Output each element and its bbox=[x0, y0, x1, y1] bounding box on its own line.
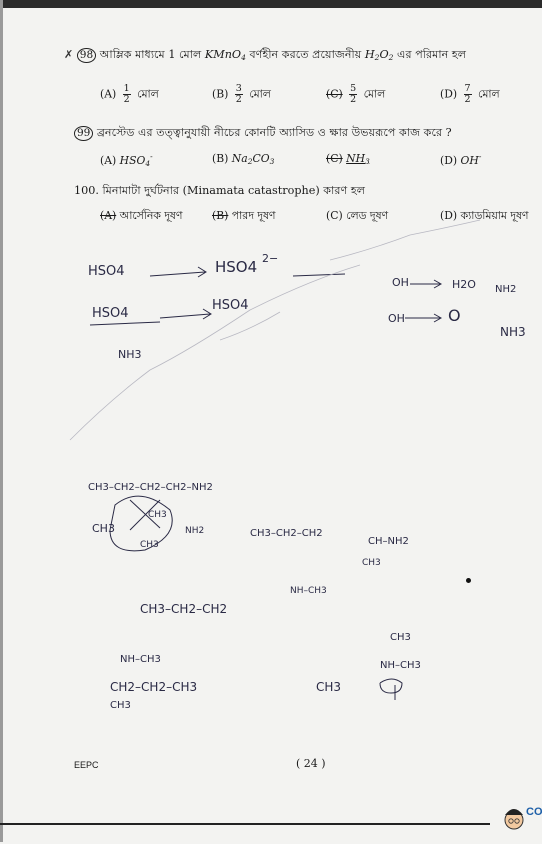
hand-nh-ch3-b: NH–CH3 bbox=[120, 654, 161, 665]
option-99-a[interactable]: (A) $HSO_4^-$ bbox=[100, 152, 153, 168]
hand-h2o: H2O bbox=[452, 278, 476, 291]
hand-ch3-top: CH3 bbox=[390, 632, 411, 643]
option-98-d[interactable]: (D) $\frac{7}{2}$ মোল bbox=[440, 83, 500, 105]
page-number: ( 24 ) bbox=[296, 757, 326, 770]
hand-chain-4-b: CH3 bbox=[110, 700, 131, 711]
hand-chain-4: CH2–CH2–CH3 bbox=[110, 680, 198, 694]
hand-chain-1: CH3–CH2–CH2–CH2–NH2 bbox=[88, 482, 213, 493]
hand-chain-2: CH3–CH2–CH2 bbox=[250, 528, 323, 539]
question-stem: মিনামাটা দুর্ঘটনার (Minamata catastrophe) কারণ হল bbox=[102, 184, 366, 197]
hand-nh3: NH3 bbox=[118, 348, 142, 361]
hand-oh-1: OH bbox=[392, 276, 409, 289]
option-100-a[interactable]: (A) আর্সেনিক দূষণ bbox=[100, 209, 183, 222]
question-number: 98 bbox=[77, 48, 96, 63]
hand-nh2: NH2 bbox=[495, 284, 517, 295]
hand-chain-3: CH3–CH2–CH2 bbox=[140, 602, 228, 616]
option-99-b[interactable]: (B) $Na_2CO_3$ bbox=[212, 152, 275, 166]
question-number: 100. bbox=[74, 184, 99, 197]
hand-o: O bbox=[448, 306, 461, 325]
hand-ch3-left: CH3 bbox=[92, 522, 115, 535]
question-stem: ব্রনস্টেড এর তত্ত্বানুযায়ী নীচের কোনটি অ্যাসিড ও ক্ষার উভয়রূপে কাজ করে ? bbox=[96, 126, 452, 139]
hand-ch3-ring: CH3 bbox=[148, 510, 167, 520]
tick-mark-icon: ✗ bbox=[64, 48, 74, 61]
hand-nh2-mid: NH2 bbox=[185, 526, 205, 536]
option-98-c[interactable]: (C) $\frac{5}{2}$ মোল bbox=[326, 83, 386, 105]
hand-ch3-end: CH3 bbox=[316, 680, 342, 694]
hand-ch-nh2: CH–NH2 bbox=[368, 536, 409, 547]
option-100-d[interactable]: (D) ক্যাডমিয়াম দূষণ bbox=[440, 209, 529, 222]
option-100-c[interactable]: (C) লেড দূষণ bbox=[326, 209, 389, 222]
hand-nh-ch3: NH–CH3 bbox=[290, 586, 327, 596]
watermark-logo bbox=[502, 800, 542, 840]
bottom-rule bbox=[0, 823, 490, 825]
question-stem-part: এর পরিমান হল bbox=[396, 48, 467, 61]
hand-charge: 2− bbox=[262, 252, 279, 265]
option-100-b[interactable]: (B) পারদ দূষণ bbox=[212, 209, 276, 222]
hand-hso4-left: HSO4 bbox=[88, 264, 125, 279]
hand-oh-2: OH bbox=[388, 312, 405, 325]
hand-hso4-right-2: HSO4 bbox=[212, 298, 249, 313]
option-98-a[interactable]: (A) $\frac{1}{2}$ মোল bbox=[100, 83, 159, 105]
hand-nh3-right: NH3 bbox=[500, 325, 526, 339]
formula-h2o2: $H_2O_2$ bbox=[364, 48, 394, 62]
hand-hso4-right: HSO4 bbox=[215, 258, 258, 276]
hand-hso4-left-2: HSO4 bbox=[92, 306, 129, 321]
hand-ch3-nh: CH3 bbox=[140, 540, 159, 550]
question-stem-part: বর্ণহীন করতে প্রয়োজনীয় bbox=[249, 48, 362, 61]
footer-code: EEPC bbox=[74, 760, 99, 770]
logo-text: CO bbox=[526, 806, 542, 818]
question-stem-part: আম্লিক মাধ্যমে 1 মোল bbox=[99, 48, 202, 61]
hand-nh-ch3-c: NH–CH3 bbox=[380, 660, 421, 671]
option-99-c[interactable]: (C) $NH_3$ bbox=[326, 152, 370, 166]
question-number: 99 bbox=[74, 126, 93, 141]
option-99-d[interactable]: (D) OH- bbox=[440, 152, 482, 167]
hand-ch3-sub: CH3 bbox=[362, 558, 381, 568]
ink-dot bbox=[466, 578, 471, 583]
option-98-b[interactable]: (B) $\frac{3}{2}$ মোল bbox=[212, 83, 271, 105]
formula-kmno4: KMnO$_4$ bbox=[204, 48, 246, 62]
